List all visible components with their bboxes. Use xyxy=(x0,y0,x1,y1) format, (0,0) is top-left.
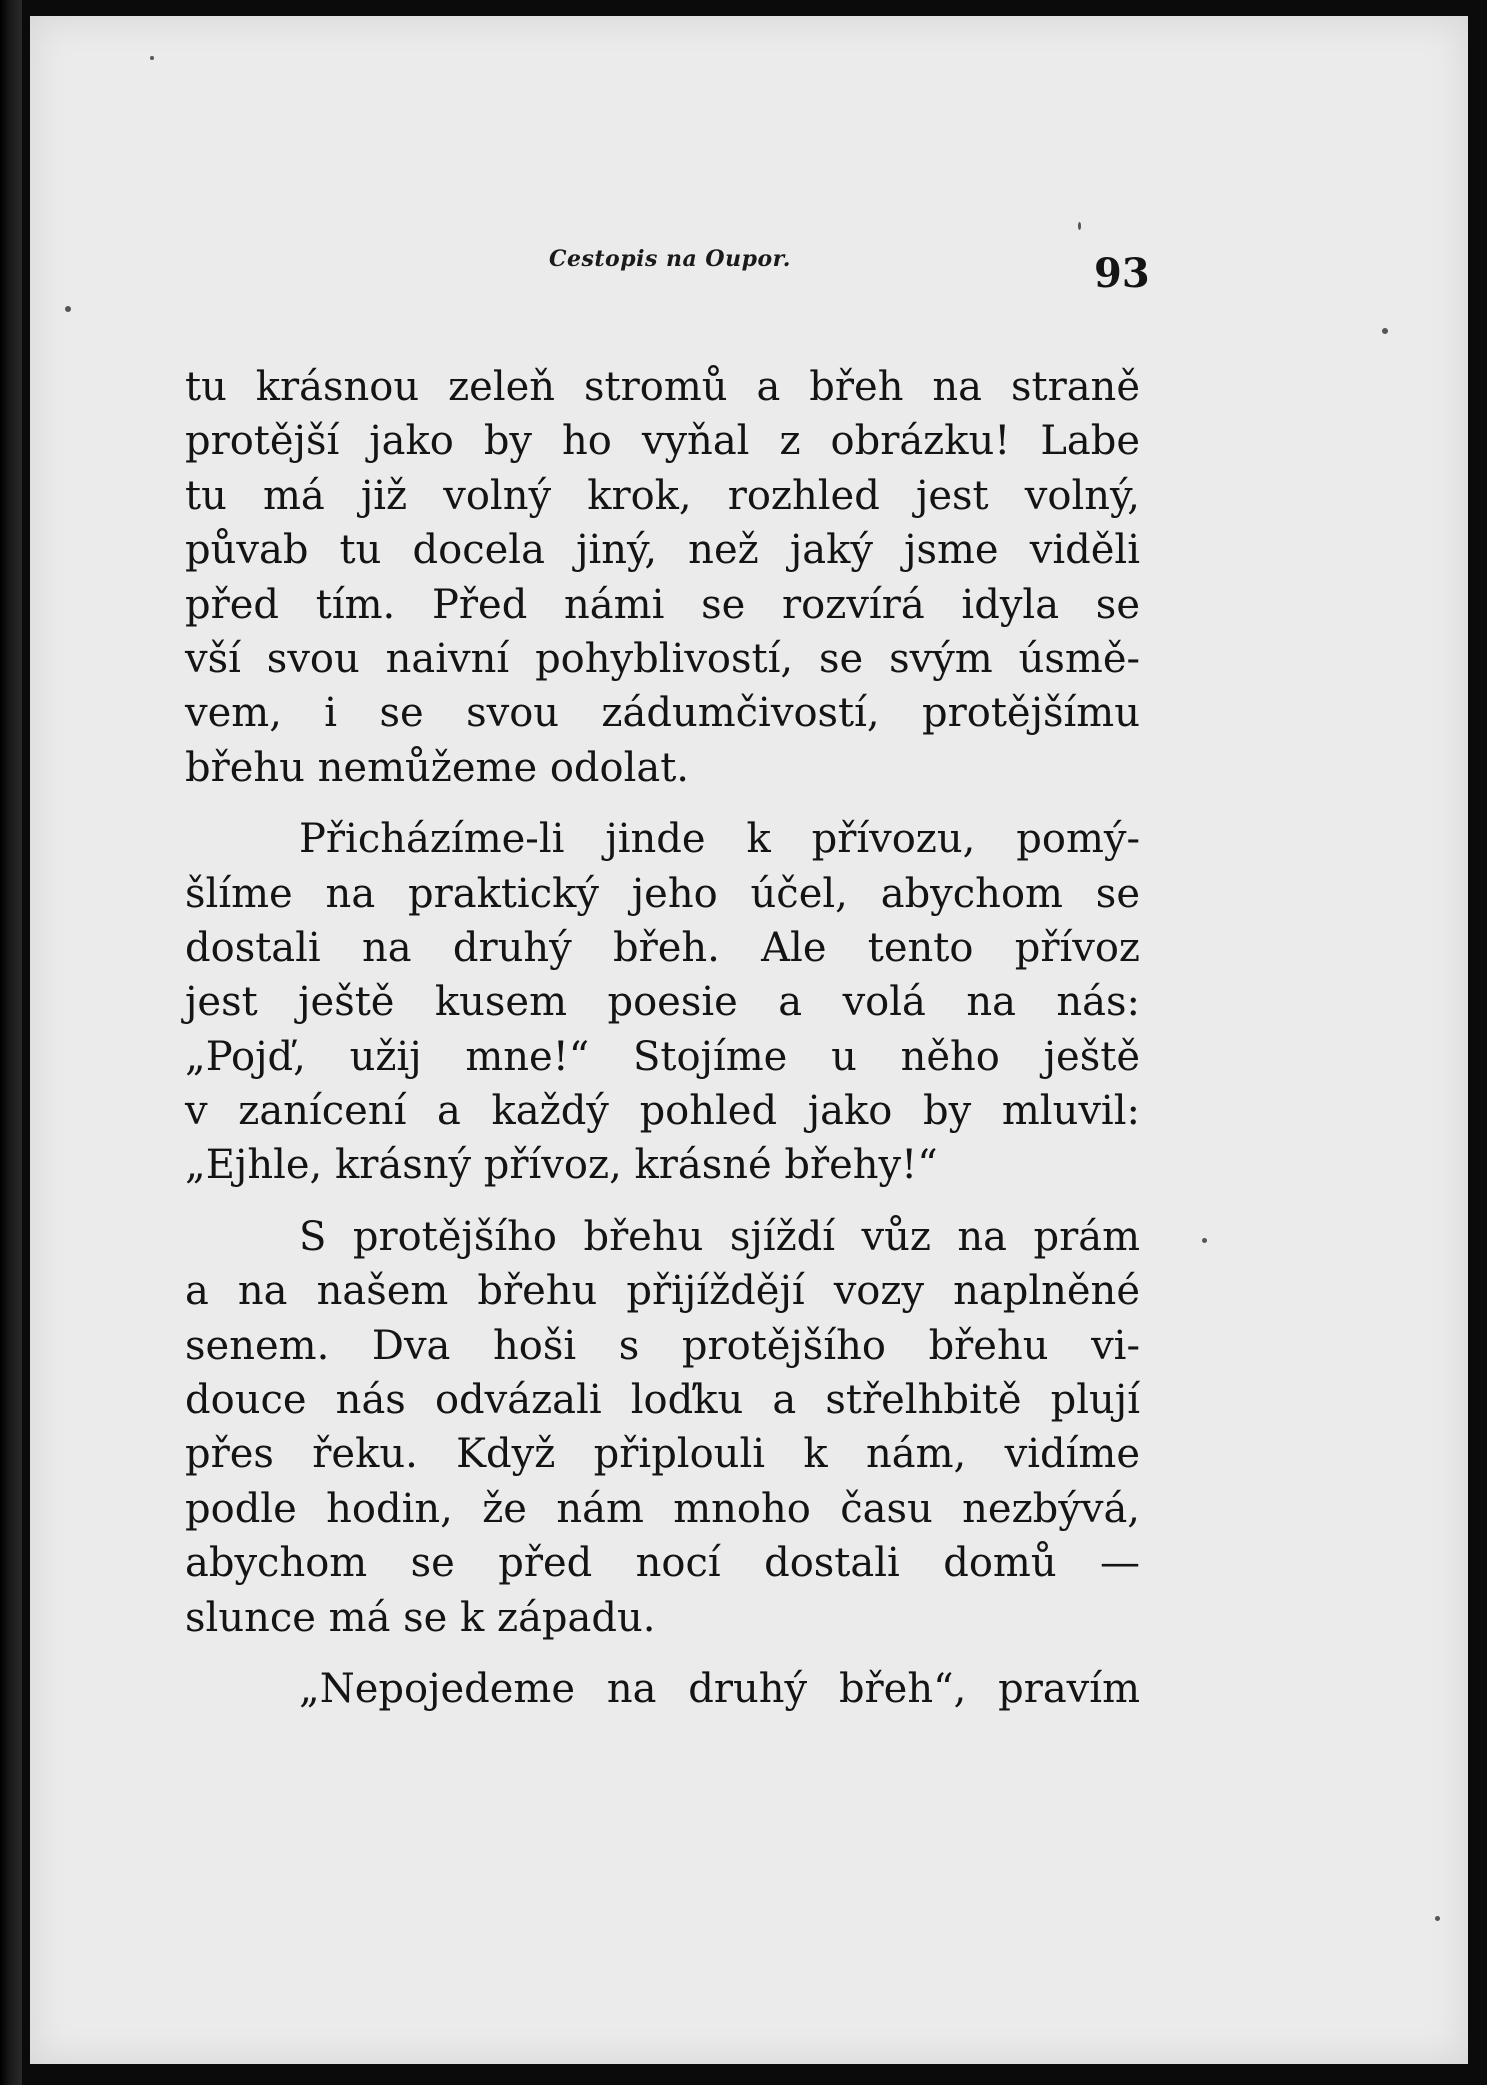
text-line: přes řeku. Když připlouli k nám, vidíme xyxy=(185,1431,1140,1478)
text-line: podle hodin, že nám mnoho času nezbývá, xyxy=(185,1485,1140,1532)
paragraph xyxy=(185,1662,1140,1716)
text-line: tu má již volný krok, rozhled jest volný, xyxy=(185,472,1140,519)
text-line: dostali na druhý břeh. Ale tento přívoz xyxy=(185,924,1140,971)
text-line: tu krásnou zeleň stromů a břeh na straně xyxy=(185,364,1140,410)
paragraph-gap xyxy=(185,1645,1140,1662)
text-line: protější jako by ho vyňal z obrázku! Labe xyxy=(185,418,1140,465)
text-line: Přicházíme-li jinde k přívozu, pomý- xyxy=(299,816,1140,863)
text-line: půvab tu docela jiný, než jaký jsme viděli xyxy=(185,527,1140,574)
page-number: 93 xyxy=(1094,250,1150,297)
dust-speck xyxy=(1435,1916,1440,1921)
paragraph-gap xyxy=(185,1193,1140,1210)
dust-speck xyxy=(1382,328,1388,334)
dust-speck xyxy=(1202,1238,1207,1243)
paragraph-gap xyxy=(185,795,1140,812)
text-line: „Pojď, užij mne!“ Stojíme u něho ještě xyxy=(185,1033,1140,1080)
book-spine-edge xyxy=(0,0,22,2085)
text-line: vem, i se svou zádumčivostí, protějšímu xyxy=(185,690,1140,737)
dust-speck xyxy=(150,56,154,60)
text-line: a na našem břehu přijíždějí vozy naplněné xyxy=(185,1268,1140,1315)
text-line: jest ještě kusem poesie a volá na nás: xyxy=(185,979,1140,1026)
text-line: abychom se před nocí dostali domů — xyxy=(185,1540,1140,1587)
paragraph xyxy=(185,360,1140,795)
text-line: břehu nemůžeme odolat. xyxy=(185,744,690,791)
text-line: vší svou naivní pohyblivostí, se svým úsmě- xyxy=(185,635,1140,682)
paragraph xyxy=(185,812,1140,1193)
body-text xyxy=(185,360,1140,1716)
running-title: Cestopis na Oupor. xyxy=(549,246,791,272)
text-line: před tím. Před námi se rozvírá idyla se xyxy=(185,581,1140,628)
text-line: „Nepojedeme na druhý břeh“, pravím xyxy=(299,1665,1140,1712)
text-line: slunce má se k západu. xyxy=(185,1594,656,1641)
text-line: douce nás odvázali loďku a střelhbitě plují xyxy=(185,1377,1140,1424)
text-line: v zanícení a každý pohled jako by mluvil: xyxy=(185,1088,1140,1135)
dust-speck xyxy=(1078,222,1081,230)
text-line: „Ejhle, krásný přívoz, krásné břehy!“ xyxy=(185,1142,938,1189)
paragraph xyxy=(185,1210,1140,1645)
text-line: senem. Dva hoši s protějšího břehu vi- xyxy=(185,1322,1140,1369)
text-line: S protějšího břehu sjíždí vůz na prám xyxy=(299,1213,1140,1260)
dust-speck xyxy=(65,306,71,312)
text-line: šlíme na praktický jeho účel, abychom se xyxy=(185,870,1140,917)
